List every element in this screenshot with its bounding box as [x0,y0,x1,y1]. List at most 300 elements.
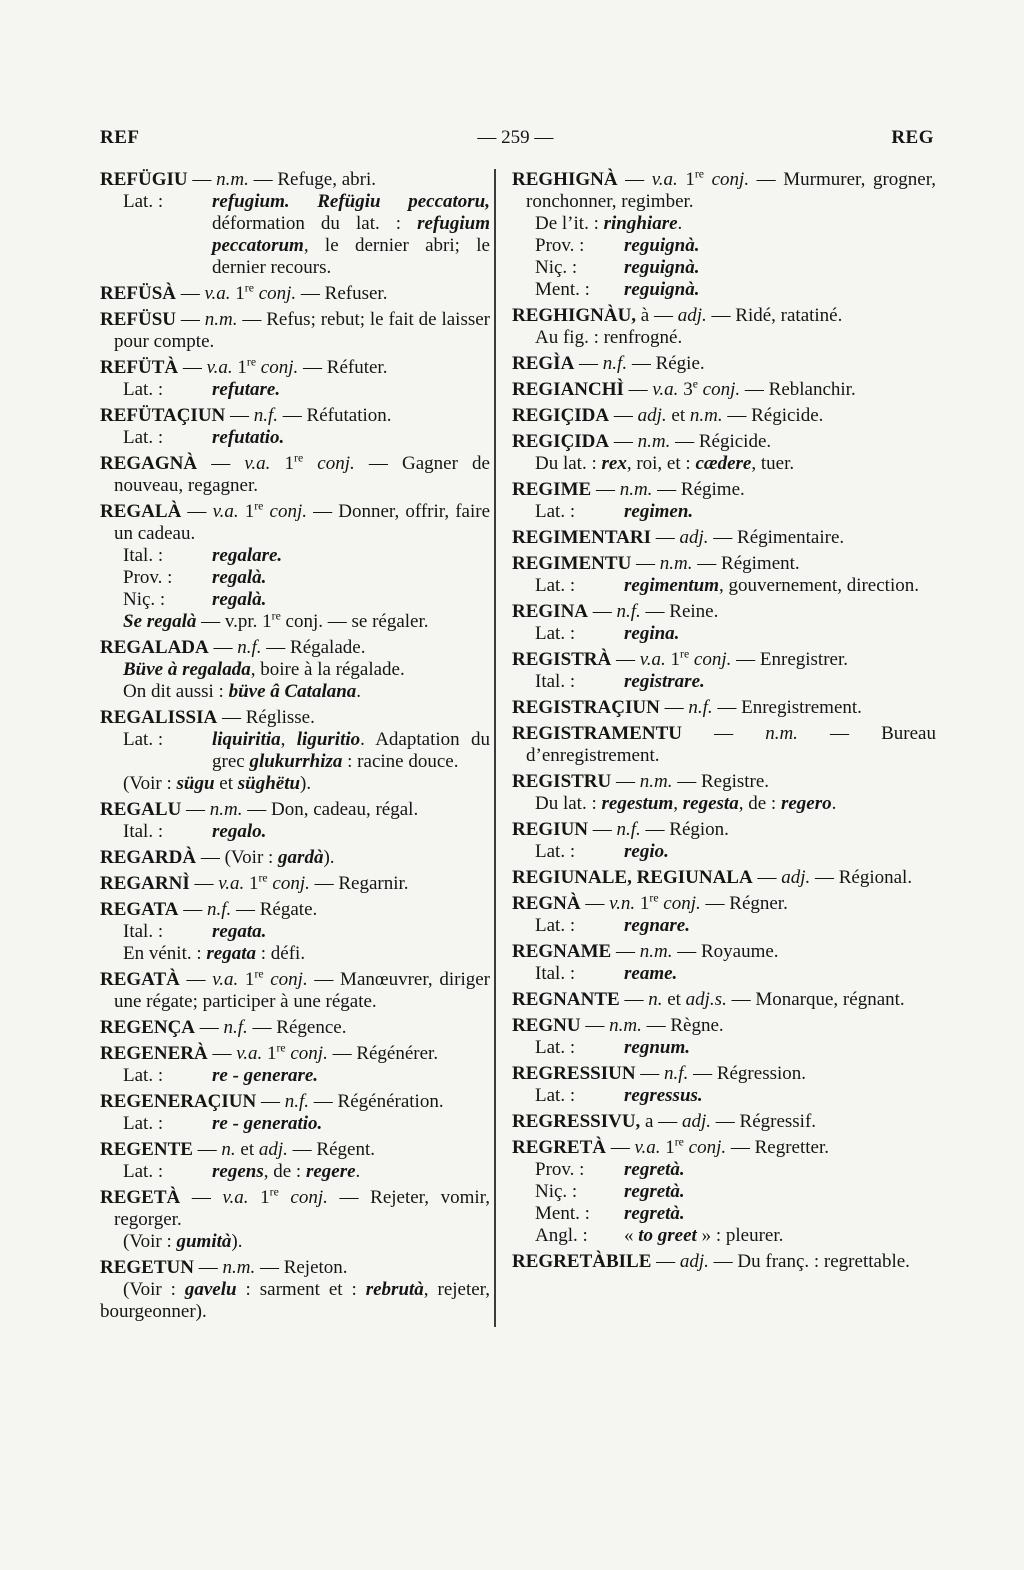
etymon-value [212,427,490,449]
text-run: n.m. [216,169,249,190]
entry-sub-line [512,279,936,301]
text-run: — Régressif. [711,1111,817,1132]
text-run: — [659,697,689,718]
text-run: — Refuge, abri. [248,169,377,190]
text-run: — [681,723,766,744]
text-run: 1 [665,649,681,670]
etymon-value [624,257,936,279]
text-run: reame. [624,963,678,984]
text-run: — Régalade. [261,637,366,658]
entry-sub-line [512,235,936,257]
entry-sub-line [512,1037,936,1059]
text-run: n.f. [664,1063,689,1084]
text-run: refutatio. [212,427,285,448]
entry-main-line [100,169,490,191]
entry-main-line [100,899,490,921]
text-run: re [254,967,264,981]
entry-sub-line [100,821,490,843]
text-run: — Réglisse. [217,707,315,728]
text-run: regere [305,1161,356,1182]
etymon-value [212,379,490,401]
dictionary-entry [100,1187,490,1253]
entry-main-line [512,1015,936,1037]
text-run: n.m. [639,941,673,962]
text-run: v.a. [634,1137,661,1158]
text-run: — [580,1015,610,1036]
text-run: — Royaume. [672,941,779,962]
headword: REGETUN [100,1257,194,1278]
text-run: — [178,899,207,920]
text-run: , [673,793,683,814]
headword: REGRESSIVU, [512,1111,641,1132]
dictionary-entry [512,771,936,815]
text-run: et [662,989,686,1010]
text-run: regretà. [624,1203,685,1224]
etymon-value [624,963,936,985]
text-run: 1 [230,283,245,304]
dictionary-entry [512,479,936,523]
etymon-value [624,623,936,645]
text-run: — [176,309,205,330]
etymon-value [624,235,936,257]
text-run: re [674,1135,684,1149]
text-run: — Régénérer. [327,1043,439,1064]
text-run: , boire à la régalade. [250,659,405,680]
dictionary-entry [512,723,936,767]
text-run: 1 [238,969,255,990]
text-run: regalà. [212,589,267,610]
text-run: regimen. [624,501,694,522]
etymon-value [624,841,936,863]
text-run: Se regalà [123,611,197,632]
text-run: — Don, cadeau, régal. [242,799,419,820]
text-run [279,1187,291,1208]
text-run: n.f. [237,637,262,658]
text-run: — Enregistrement. [712,697,862,718]
text-run: v.a. [236,1043,263,1064]
language-label: Lat. : [535,623,576,644]
text-run: — [619,989,649,1010]
dictionary-entry [100,847,490,869]
entry-sub-line [512,841,936,863]
headword: REGHIGNÀU, [512,305,637,326]
text-run: (Voir : [123,773,177,794]
entry-main-line [100,1257,490,1279]
entry-main-line [512,819,936,841]
language-label: Lat. : [535,1037,576,1058]
text-run: (Voir : [123,1279,185,1300]
language-label: Prov. : [535,235,585,256]
headword: REGISTRU [512,771,612,792]
headword: REGIÇIDA [512,405,610,426]
text-run: Au fig. : renfrogné. [535,327,683,348]
text-run: Du lat. : [535,793,602,814]
text-run: n.m. [659,553,693,574]
text-run: — [180,1187,223,1208]
text-run: et [235,1139,259,1160]
text-run: — [605,1137,635,1158]
text-run: v.a. [222,1187,249,1208]
text-run: (Voir : [123,1231,177,1252]
dictionary-entry [100,969,490,1013]
headword: REGENÇA [100,1017,196,1038]
entry-main-line [512,1111,936,1133]
language-label: Ital. : [123,921,164,942]
text-run: — [623,379,653,400]
text-run: — Régimentaire. [708,527,845,548]
entry-main-line [512,305,936,327]
text-run: — [195,1017,224,1038]
text-run: n. [648,989,663,1010]
entry-sub-line [100,611,490,633]
text-run: De l’it. : [535,213,604,234]
text-run: regressus. [624,1085,703,1106]
running-head-left: REF [100,127,140,148]
headword: REFÜTÀ [100,357,179,378]
text-run: conj. [688,1137,727,1158]
headword: REGNANTE [512,989,620,1010]
dictionary-entry [100,1043,490,1087]
entry-main-line [512,867,936,889]
text-run: — Refuser. [296,283,388,304]
entry-sub-line [100,427,490,449]
entry-sub-line [100,681,490,703]
running-head-right: REG [891,127,934,148]
text-run: adj.s. [685,989,727,1010]
entry-sub-line [100,191,490,279]
headword: REFÜTAÇIUN [100,405,226,426]
etymon-value [624,1159,936,1181]
text-run: — [181,799,210,820]
text-run: conj. [290,1187,328,1208]
text-run: — Monarque, régnant. [726,989,905,1010]
text-run: re [294,451,304,465]
language-label: Lat. : [123,1161,164,1182]
text-run: — Rejeter, vomir, regorger. [114,1187,490,1230]
headword: REGNÀ [512,893,581,914]
language-label: Lat. : [123,1065,164,1086]
text-run: 3 [678,379,693,400]
text-run: re [269,1185,279,1199]
text-run: n.f. [616,601,641,622]
entry-sub-line [512,1159,936,1181]
text-run: n.f. [223,1017,248,1038]
text-run: conj. [260,357,299,378]
text-run: — (Voir : [196,847,279,868]
text-run: adj. [781,867,811,888]
text-run: — Réfuter. [298,357,388,378]
etymon-value [212,1065,490,1087]
dictionary-entry [512,1063,936,1107]
language-label: Lat. : [123,1113,164,1134]
text-run: n.m. [765,723,798,744]
text-run: regnare. [624,915,690,936]
headword: REGÌA [512,353,575,374]
text-run: n.m. [639,771,673,792]
dictionary-entry [512,1111,936,1133]
text-run: , de : [738,793,781,814]
dictionary-entry [512,819,936,863]
text-run: — v.pr. 1 [196,611,272,632]
dictionary-entry [512,989,936,1011]
text-run: to greet [638,1225,697,1246]
entry-main-line [512,1063,936,1085]
language-label: Ment. : [535,279,590,300]
page-number: — 259 — [477,127,554,148]
dictionary-entry [512,649,936,693]
text-run: — [208,637,238,658]
text-run: 1 [270,453,295,474]
text-run: re [244,281,254,295]
text-run: — [256,1091,285,1112]
text-run: v.a. [204,283,231,304]
language-label: Ital. : [535,963,576,984]
text-run: — [181,501,213,522]
entry-main-line [512,771,936,793]
text-run: — Régression. [688,1063,807,1084]
text-run: : défi. [256,943,306,964]
text-run: — [207,1043,237,1064]
entry-main-line [100,453,490,497]
text-run: — Règne. [641,1015,724,1036]
text-run: — [611,771,640,792]
headword: REGHIGNÀ [512,169,618,190]
headword: REGALISSIA [100,707,218,728]
text-run: — Regarnir. [309,873,409,894]
text-run: regestum [601,793,674,814]
text-run: regens [212,1161,264,1182]
text-run: — Régénération. [309,1091,444,1112]
text-run: re [649,891,659,905]
language-label: Ital. : [535,671,576,692]
headword: REGALÀ [100,501,182,522]
entry-main-line [100,707,490,729]
text-run: adj. [258,1139,288,1160]
text-run: n.m. [689,405,723,426]
etymon-value [212,589,490,611]
entry-sub-line [512,1203,936,1225]
text-run: conj. [702,379,741,400]
headword: REGALADA [100,637,209,658]
text-run: v.n. [609,893,636,914]
text-run: — Régime. [652,479,745,500]
text-run: regata [206,943,256,964]
text-run: v.a. [639,649,666,670]
dictionary-entry [100,405,490,449]
text-run: ). [300,773,312,794]
text-run: — [635,1063,665,1084]
text-run: Du lat. : [535,453,602,474]
text-run: re [258,871,268,885]
text-run: — Refus; rebut; le fait de laisser pour compte. [114,309,491,352]
language-label: Lat. : [535,501,576,522]
entry-sub-line [100,589,490,611]
text-run: rex [601,453,627,474]
entry-sub-line [100,729,490,773]
text-run: n.f. [253,405,279,426]
entry-sub-line [100,379,490,401]
text-run: a — [640,1111,682,1132]
headword: REGALU [100,799,182,820]
text-run: regretà. [624,1181,685,1202]
etymon-value [212,1161,490,1183]
text-run: . Adaptation du grec [212,729,490,772]
text-run: — Enregistrer. [731,649,848,670]
text-run: conj. [269,501,307,522]
text-run: adj. [681,1111,712,1132]
entry-sub-line [100,1231,490,1253]
etymon-value [624,1181,936,1203]
etymon-value [624,279,936,301]
text-run: . [355,1161,361,1182]
text-run: — Réfutation. [278,405,392,426]
entry-main-line [512,989,936,1011]
text-run: gumità [176,1231,232,1252]
text-run: . [831,793,837,814]
text-run: n.f. [688,697,713,718]
text-run: adj. [677,305,707,326]
headword: REGIUN [512,819,589,840]
dictionary-entry [512,353,936,375]
text-run: — Regretter. [726,1137,829,1158]
headword: REGIUNALE, REGIUNALA [512,867,753,888]
text-run: — [588,819,617,840]
headword: REGETÀ [100,1187,181,1208]
entry-sub-line [100,1113,490,1135]
entry-sub-line [512,793,936,815]
entry-main-line [512,353,936,375]
text-run: — Régicide. [722,405,824,426]
dictionary-entry [100,309,490,353]
language-label: Ital. : [123,821,164,842]
dictionary-entry [512,553,936,597]
entry-sub-line [512,453,936,475]
dictionary-entry [100,899,490,965]
text-run: liguritio [296,729,361,750]
headword: REGNAME [512,941,612,962]
text-run: , roi, et : [626,453,696,474]
text-run: regnum. [624,1037,690,1058]
entry-main-line [100,637,490,659]
headword: REGIME [512,479,592,500]
text-run: — [580,893,610,914]
headword: REGENTE [100,1139,193,1160]
headword: REFÜGIU [100,169,188,190]
text-run: 1 [635,893,650,914]
text-run: regio. [624,841,669,862]
text-run: liquiritia [212,729,281,750]
headword: REGRETÀBILE [512,1251,652,1272]
dictionary-entry [100,1139,490,1183]
language-label: Ital. : [123,545,164,566]
text-run: — [588,601,617,622]
dictionary-entry [512,305,936,349]
entry-sub-line [512,623,936,645]
entry-sub-line [512,213,936,235]
entry-main-line [512,527,936,549]
text-run: 1 [244,873,259,894]
etymon-value [624,575,936,597]
text-run: — [189,873,219,894]
entry-main-line [512,723,936,767]
dictionary-entry [512,697,936,719]
language-label: Niç. : [123,589,166,610]
headword: REGAGNÀ [100,453,198,474]
text-run: v.a. [206,357,233,378]
etymon-value [624,671,936,693]
entry-main-line [100,1017,490,1039]
etymon-value [212,545,490,567]
text-run: 1 [238,501,255,522]
headword: REGARNÌ [100,873,190,894]
dictionary-entry [512,1137,936,1247]
text-run: et [666,405,690,426]
entry-main-line [512,1251,936,1273]
text-run: — [611,649,640,670]
text-run: adj. [679,1251,709,1272]
text-run: — [178,357,207,378]
entry-main-line [100,847,490,869]
text-run: registrare. [624,671,705,692]
language-label: Lat. : [123,427,164,448]
text-run: — Régner. [700,893,788,914]
text-run: re [254,499,264,513]
text-run: re [694,167,705,181]
text-run: rebrutà [365,1279,424,1300]
text-run: re - generatio. [212,1113,323,1134]
text-run: — Région. [640,819,729,840]
text-run: — Ridé, ratatiné. [706,305,843,326]
entry-main-line [512,1137,936,1159]
text-run: glukurrhiza [249,751,343,772]
text-run: En vénit. : [123,943,207,964]
text-run: v.a. [212,969,239,990]
text-run: re [271,609,281,623]
text-run: gavelu [184,1279,237,1300]
headword: REGIANCHÌ [512,379,624,400]
dictionary-entry [512,941,936,985]
text-run: — [179,969,213,990]
language-label: Lat. : [535,575,576,596]
language-label: Lat. : [123,379,164,400]
dictionary-entry [512,405,936,427]
text-run: — [591,479,620,500]
text-run: regimentum [624,575,720,596]
entry-sub-line [100,567,490,589]
entry-sub-line [512,963,936,985]
dictionary-entry [512,601,936,645]
headword: REFÜSÀ [100,283,177,304]
text-run: — [617,169,652,190]
entry-sub-line [100,773,490,795]
etymon-value [212,921,490,943]
headword: REGENERÀ [100,1043,208,1064]
text-run: conj. [711,169,750,190]
headword: REGENERAÇIUN [100,1091,257,1112]
dictionary-entry [100,283,490,305]
dictionary-entry [512,527,936,549]
text-run: v.a. [212,501,239,522]
language-label: Lat. : [535,915,576,936]
text-run: : racine douce. [342,751,459,772]
text-run: — Reine. [640,601,719,622]
text-run: büve â Catalana [228,681,357,702]
dictionary-entry [512,431,936,475]
text-run: — [609,405,638,426]
entry-main-line [512,893,936,915]
text-run: , tuer. [751,453,795,474]
entry-main-line [100,283,490,305]
